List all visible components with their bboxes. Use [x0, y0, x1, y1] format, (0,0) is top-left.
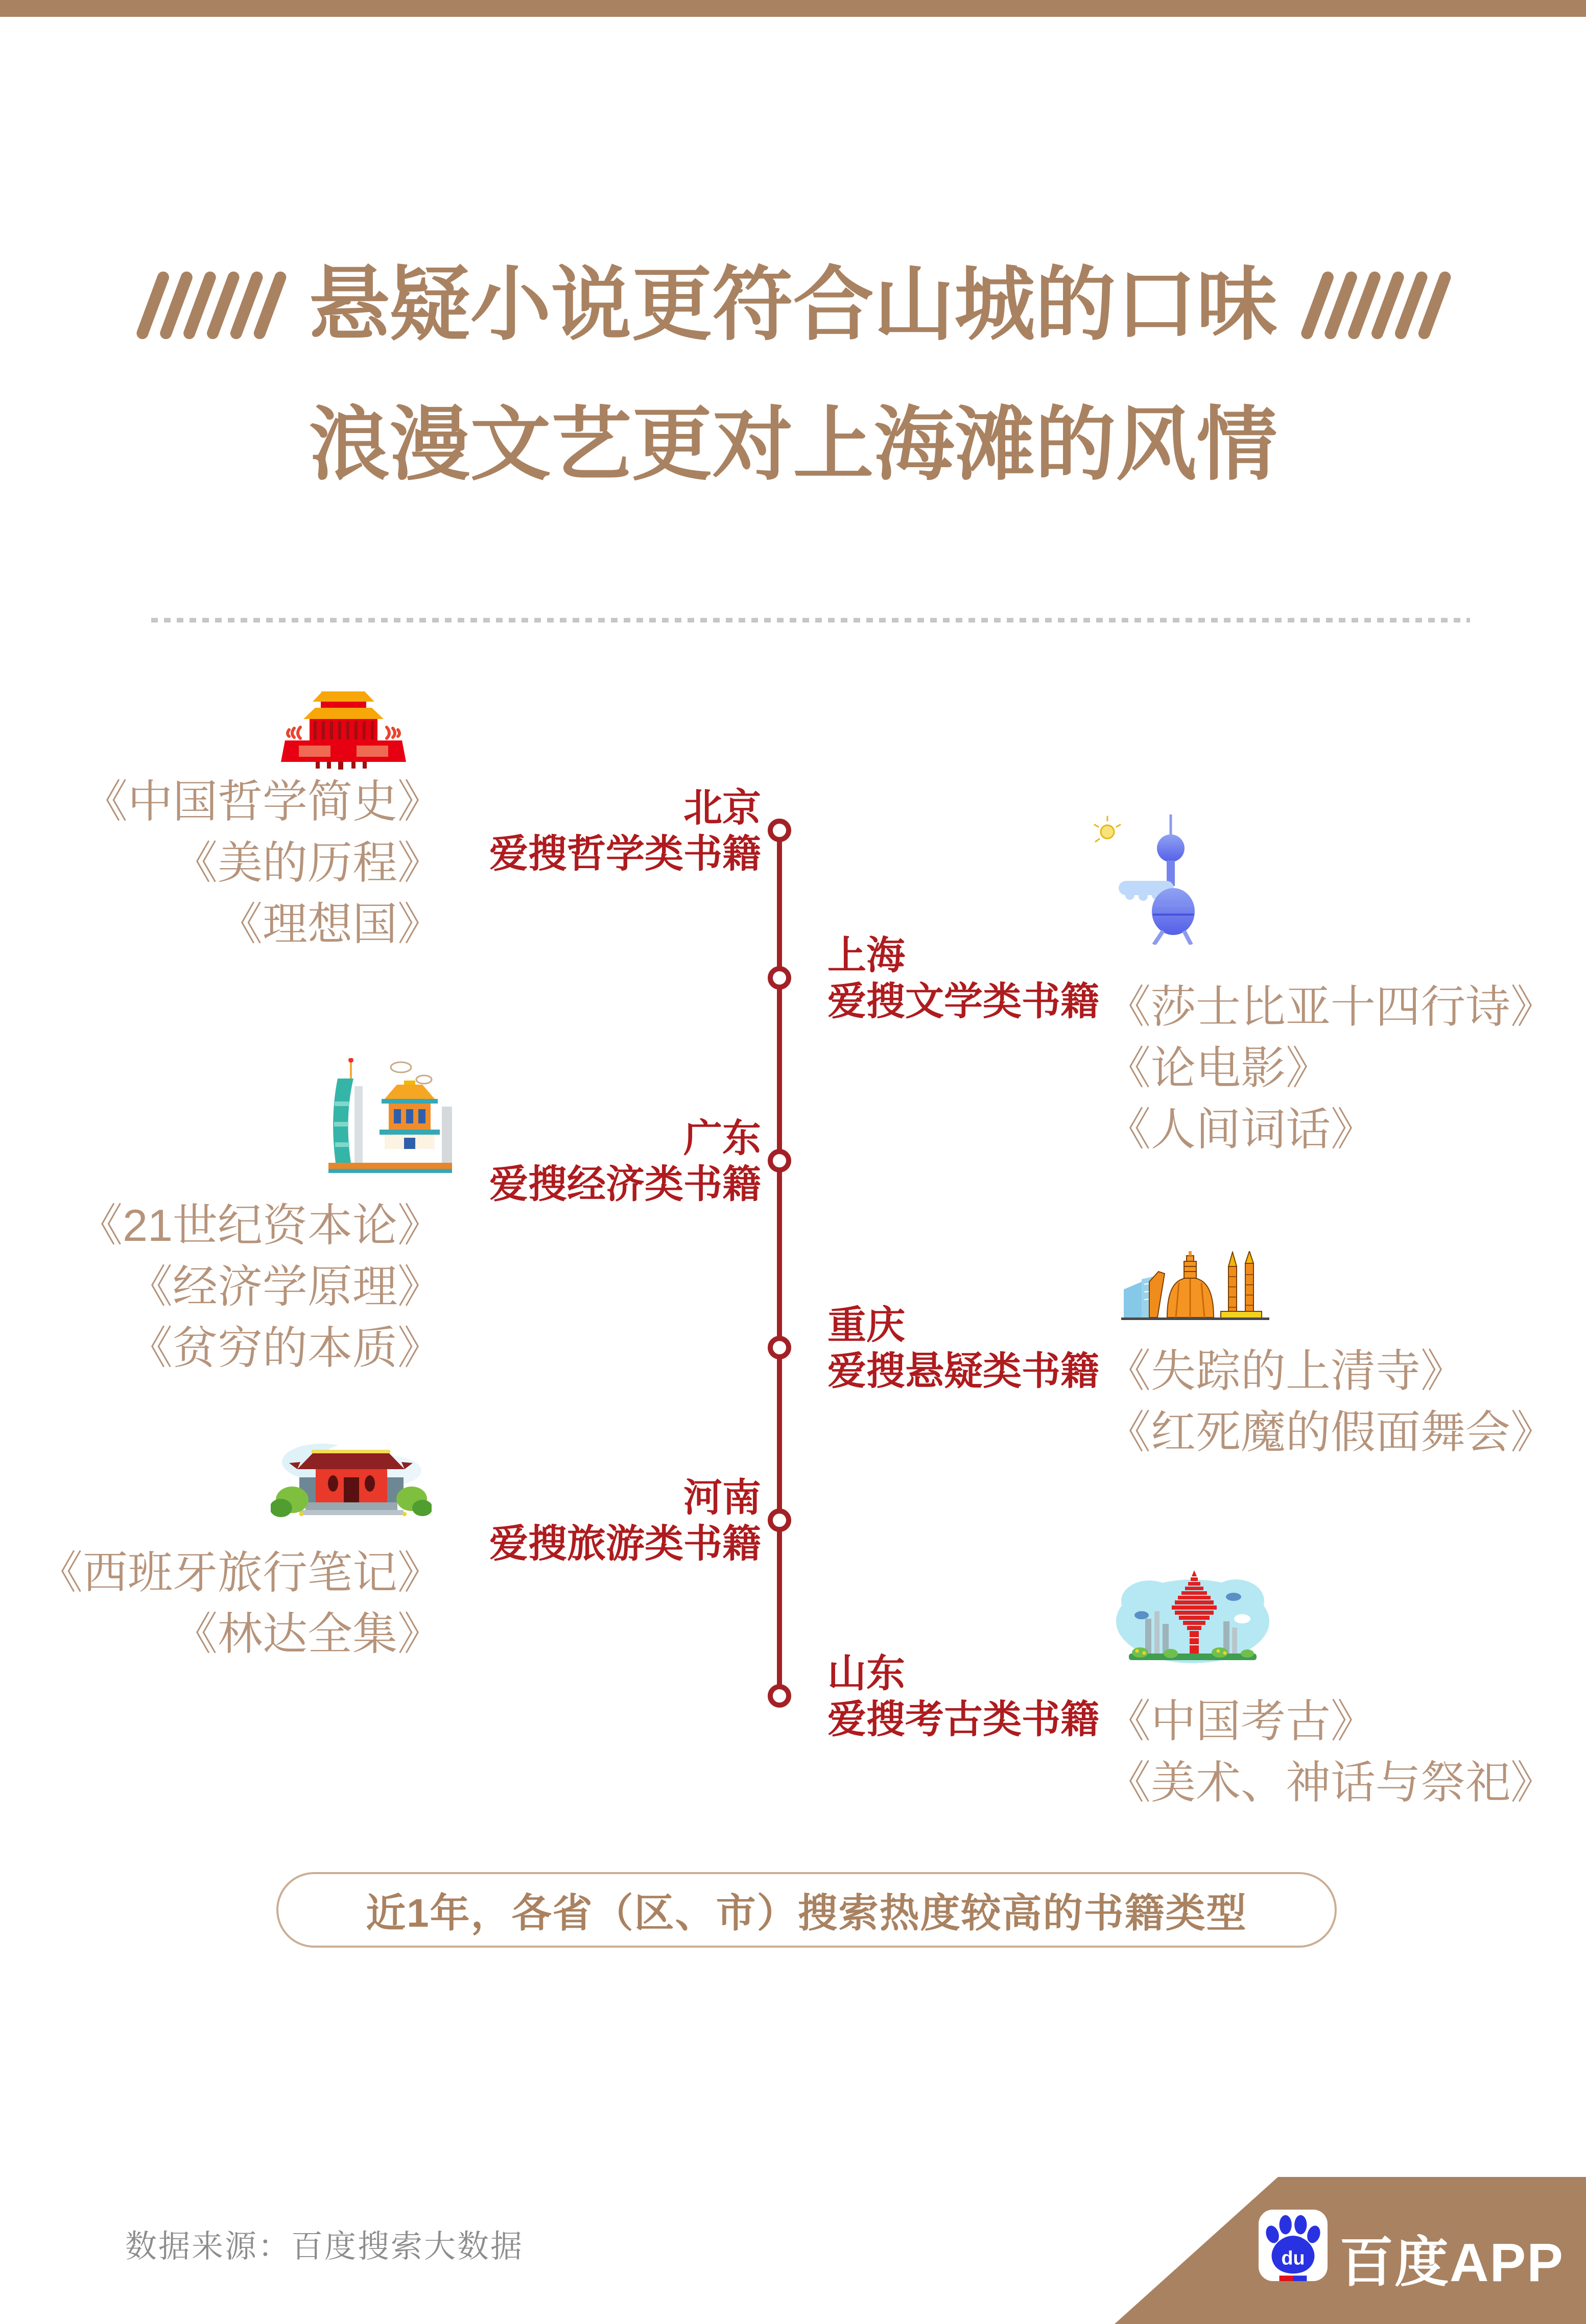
- city-name: 重庆: [827, 1304, 905, 1347]
- book-title: 《论电影》: [1106, 1043, 1331, 1093]
- logo-du-text: du: [1281, 2247, 1305, 2269]
- city-category: 爱搜旅游类书籍: [489, 1522, 761, 1566]
- page-title-line1: [0, 260, 1586, 350]
- city-category: 爱搜哲学类书籍: [489, 832, 761, 876]
- canton-tower-icon: [304, 1058, 457, 1173]
- city-name: 山东: [827, 1652, 905, 1695]
- book-title: 《林达全集》: [172, 1609, 442, 1659]
- chongqing-hall-icon: [1119, 1251, 1272, 1325]
- book-title: 《理想国》: [217, 899, 442, 949]
- book-list-beijing: [83, 771, 442, 955]
- city-label-guangdong: [489, 1116, 761, 1208]
- cloud-icon: [391, 1062, 432, 1084]
- baidu-paw-icon: [1259, 2210, 1328, 2281]
- book-title: 《人间词话》: [1106, 1104, 1376, 1155]
- slash-decoration-left: [134, 271, 288, 339]
- city-category: 爱搜经济类书籍: [489, 1163, 761, 1206]
- city-label-shandong: [827, 1651, 1099, 1743]
- city-category: 爱搜悬疑类书籍: [827, 1350, 1099, 1393]
- book-title: 《西班牙旅行笔记》: [37, 1547, 442, 1598]
- book-title: 《经济学原理》: [127, 1261, 442, 1312]
- data-source-text: 数据来源：百度搜索大数据: [125, 2229, 524, 2264]
- top-accent-bar: [0, 0, 1586, 17]
- henan-temple-icon: [271, 1437, 432, 1529]
- city-label-henan: [489, 1475, 761, 1567]
- sun-icon: [1095, 817, 1120, 842]
- book-title: 《中国考古》: [1106, 1696, 1376, 1746]
- book-title: 《美术、神话与祭祀》: [1106, 1757, 1556, 1808]
- city-name: 北京: [683, 786, 761, 830]
- timeline-node-chongqing: [768, 1336, 791, 1359]
- summary-text: 近1年，各省（区、市）搜索热度较高的书籍类型: [366, 1890, 1247, 1935]
- timeline-line: [777, 830, 782, 1696]
- baidu-app-wordmark: 百度APP: [1339, 2233, 1564, 2293]
- city-name: 广东: [683, 1117, 761, 1160]
- book-list-shandong: [1106, 1691, 1555, 1813]
- dashed-divider: [151, 618, 1470, 622]
- page-title-line2: 浪漫文艺更对上海滩的风情: [309, 400, 1277, 490]
- timeline-node-henan: [768, 1508, 791, 1532]
- book-title: 《贫穷的本质》: [127, 1323, 442, 1373]
- city-category: 爱搜考古类书籍: [827, 1698, 1099, 1741]
- city-label-beijing: [489, 785, 761, 877]
- book-title: 《莎士比亚十四行诗》: [1106, 981, 1556, 1032]
- city-category: 爱搜文学类书籍: [827, 980, 1099, 1023]
- tiananmen-icon: [255, 690, 432, 770]
- baidu-logo: [1259, 2210, 1328, 2281]
- timeline-node-guangdong: [768, 1149, 791, 1172]
- city-name: 上海: [827, 934, 905, 977]
- shandong-pagoda-icon: [1114, 1570, 1272, 1667]
- city-label-chongqing: [827, 1303, 1099, 1395]
- city-name: 河南: [683, 1476, 761, 1520]
- title-text: 悬疑小说更符合山城的口味: [309, 260, 1277, 350]
- book-list-chongqing: [1106, 1340, 1555, 1463]
- book-title: 《失踪的上清寺》: [1106, 1346, 1466, 1396]
- book-title: 《21世纪资本论》: [78, 1200, 442, 1251]
- oriental-pearl-tower-icon: [1093, 814, 1216, 945]
- city-label-shanghai: [827, 933, 1099, 1025]
- timeline-node-shandong: [768, 1684, 791, 1708]
- book-title: 《美的历程》: [172, 837, 442, 888]
- book-title: 《中国哲学简史》: [82, 776, 442, 827]
- slash-decoration-right: [1299, 271, 1452, 339]
- book-list-henan: [38, 1542, 442, 1665]
- book-title: 《红死魔的假面舞会》: [1106, 1407, 1556, 1457]
- book-list-guangdong: [78, 1195, 442, 1379]
- timeline-node-shanghai: [768, 966, 791, 990]
- timeline-node-beijing: [768, 819, 791, 842]
- book-list-shanghai: [1106, 976, 1555, 1160]
- summary-box: [276, 1872, 1337, 1948]
